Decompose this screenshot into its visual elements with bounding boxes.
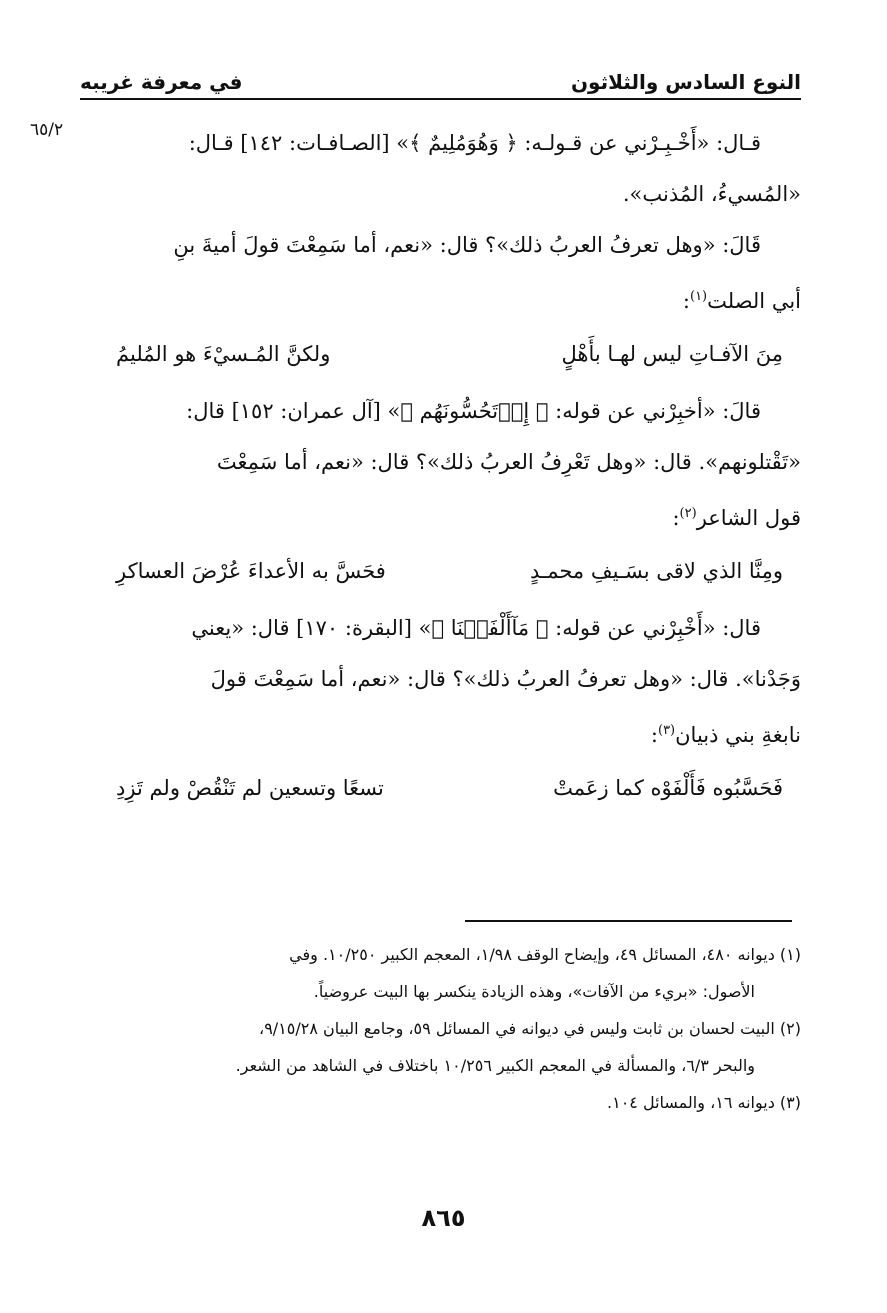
text-line: «المُسيءُ، المُذنب». (622, 182, 801, 206)
text-line: قال: «أَخْبِرْني عن قوله: ﴿ مَآأَلْفَيۡنَا ﴾» [البقرة: ١٧٠] قال: «يعني (191, 616, 761, 640)
footnote-mark: (٣) (657, 723, 676, 738)
colon: : (682, 289, 690, 313)
main-text (86, 118, 801, 820)
verse-hemistich-first: ومِنَّا الذي لاقى بسَـيفِ محمـدٍ (530, 559, 783, 583)
footnote-1-line: (١) ديوانه ٤٨٠، المسائل ٤٩، وإيضاح الوقف ١/٩٨، المعجم الكبير ١٠/٢٥٠. وفي (289, 945, 801, 964)
footnote-1-line: الأصول: «بريء من الآفات»، وهذه الزيادة ينكسر بها البيت عروضياً. (313, 982, 755, 1001)
text-line (86, 271, 801, 327)
text-line: قـال: «أَخْـبِـرْني عن قـولـه: ﴿ وَهُوَمُلِيمٌ ﴾» [الصـافـات: ١٤٢] قـال: (188, 131, 761, 155)
footnote-mark: (١) (689, 289, 708, 304)
verse-3 (86, 763, 801, 814)
colon: : (672, 506, 680, 530)
footnotes (82, 936, 801, 1121)
verse-hemistich-second: فحَسَّ به الأعداءَ عُرْضَ العساكرِ (116, 559, 386, 583)
verse-hemistich-first: فَحَسَّبُوه فَأَلْفَوْه كما زعَمتْ (553, 776, 783, 800)
footnote-mark: (٢) (679, 506, 697, 521)
poet-name: أبي الصلت (707, 289, 801, 313)
poet-name: قول الشاعر (696, 506, 801, 530)
footnote-2-line: (٢) البيت لحسان بن ثابت وليس في ديوانه في المسائل ٥٩، وجامع البيان ٩/١٥/٢٨، (259, 1019, 801, 1038)
poet-name: نابغةِ بني ذبيان (675, 723, 801, 747)
section-title: في معرفة غريبه (80, 70, 243, 94)
text-line: «تَقْتلونهم». قال: «وهل تَعْرِفُ العربُ ذلك»؟ قال: «نعم، أما سَمِعْتَ (216, 450, 801, 474)
footnote-separator (465, 920, 792, 922)
verse-hemistich-first: مِنَ الآفـاتِ ليس لهـا بأَهْلٍ (561, 342, 783, 366)
colon: : (650, 723, 658, 747)
verse-2 (86, 546, 801, 597)
verse-hemistich-second: ولكنَّ المُـسيْءَ هو المُليمُ (116, 342, 331, 366)
page-number: ٨٦٥ (421, 1204, 466, 1232)
text-line: وَجَدْنا». قال: «وهل تعرفُ العربُ ذلك»؟ قال: «نعم، أما سَمِعْتَ قولَ (210, 667, 801, 691)
footnote-2-line: والبحر ٦/٣، والمسألة في المعجم الكبير ١٠/٢٥٦ باختلاف في الشاهد من الشعر. (235, 1056, 755, 1075)
margin-reference: ٦٥/٢ (30, 120, 64, 140)
text-line (86, 488, 801, 544)
text-line: قالَ: «أخبِرْني عن قوله: ﴿ إِذۡتَحُسُّونَهُم ﴾» [آل عمران: ١٥٢] قال: (186, 399, 761, 423)
text-line: قَالَ: «وهل تعرفُ العربُ ذلك»؟ قال: «نعم، أما سَمِعْتَ قولَ أميةَ بنِ (173, 233, 761, 257)
footnote-3-line: (٣) ديوانه ١٦، والمسائل ١٠٤. (607, 1093, 801, 1112)
running-header (80, 48, 801, 100)
verse-1 (86, 329, 801, 380)
chapter-title: النوع السادس والثلاثون (570, 70, 801, 94)
text-line (86, 705, 801, 761)
verse-hemistich-second: تسعًا وتسعين لم تَنْقُصْ ولم تَزِدِ (116, 776, 384, 800)
